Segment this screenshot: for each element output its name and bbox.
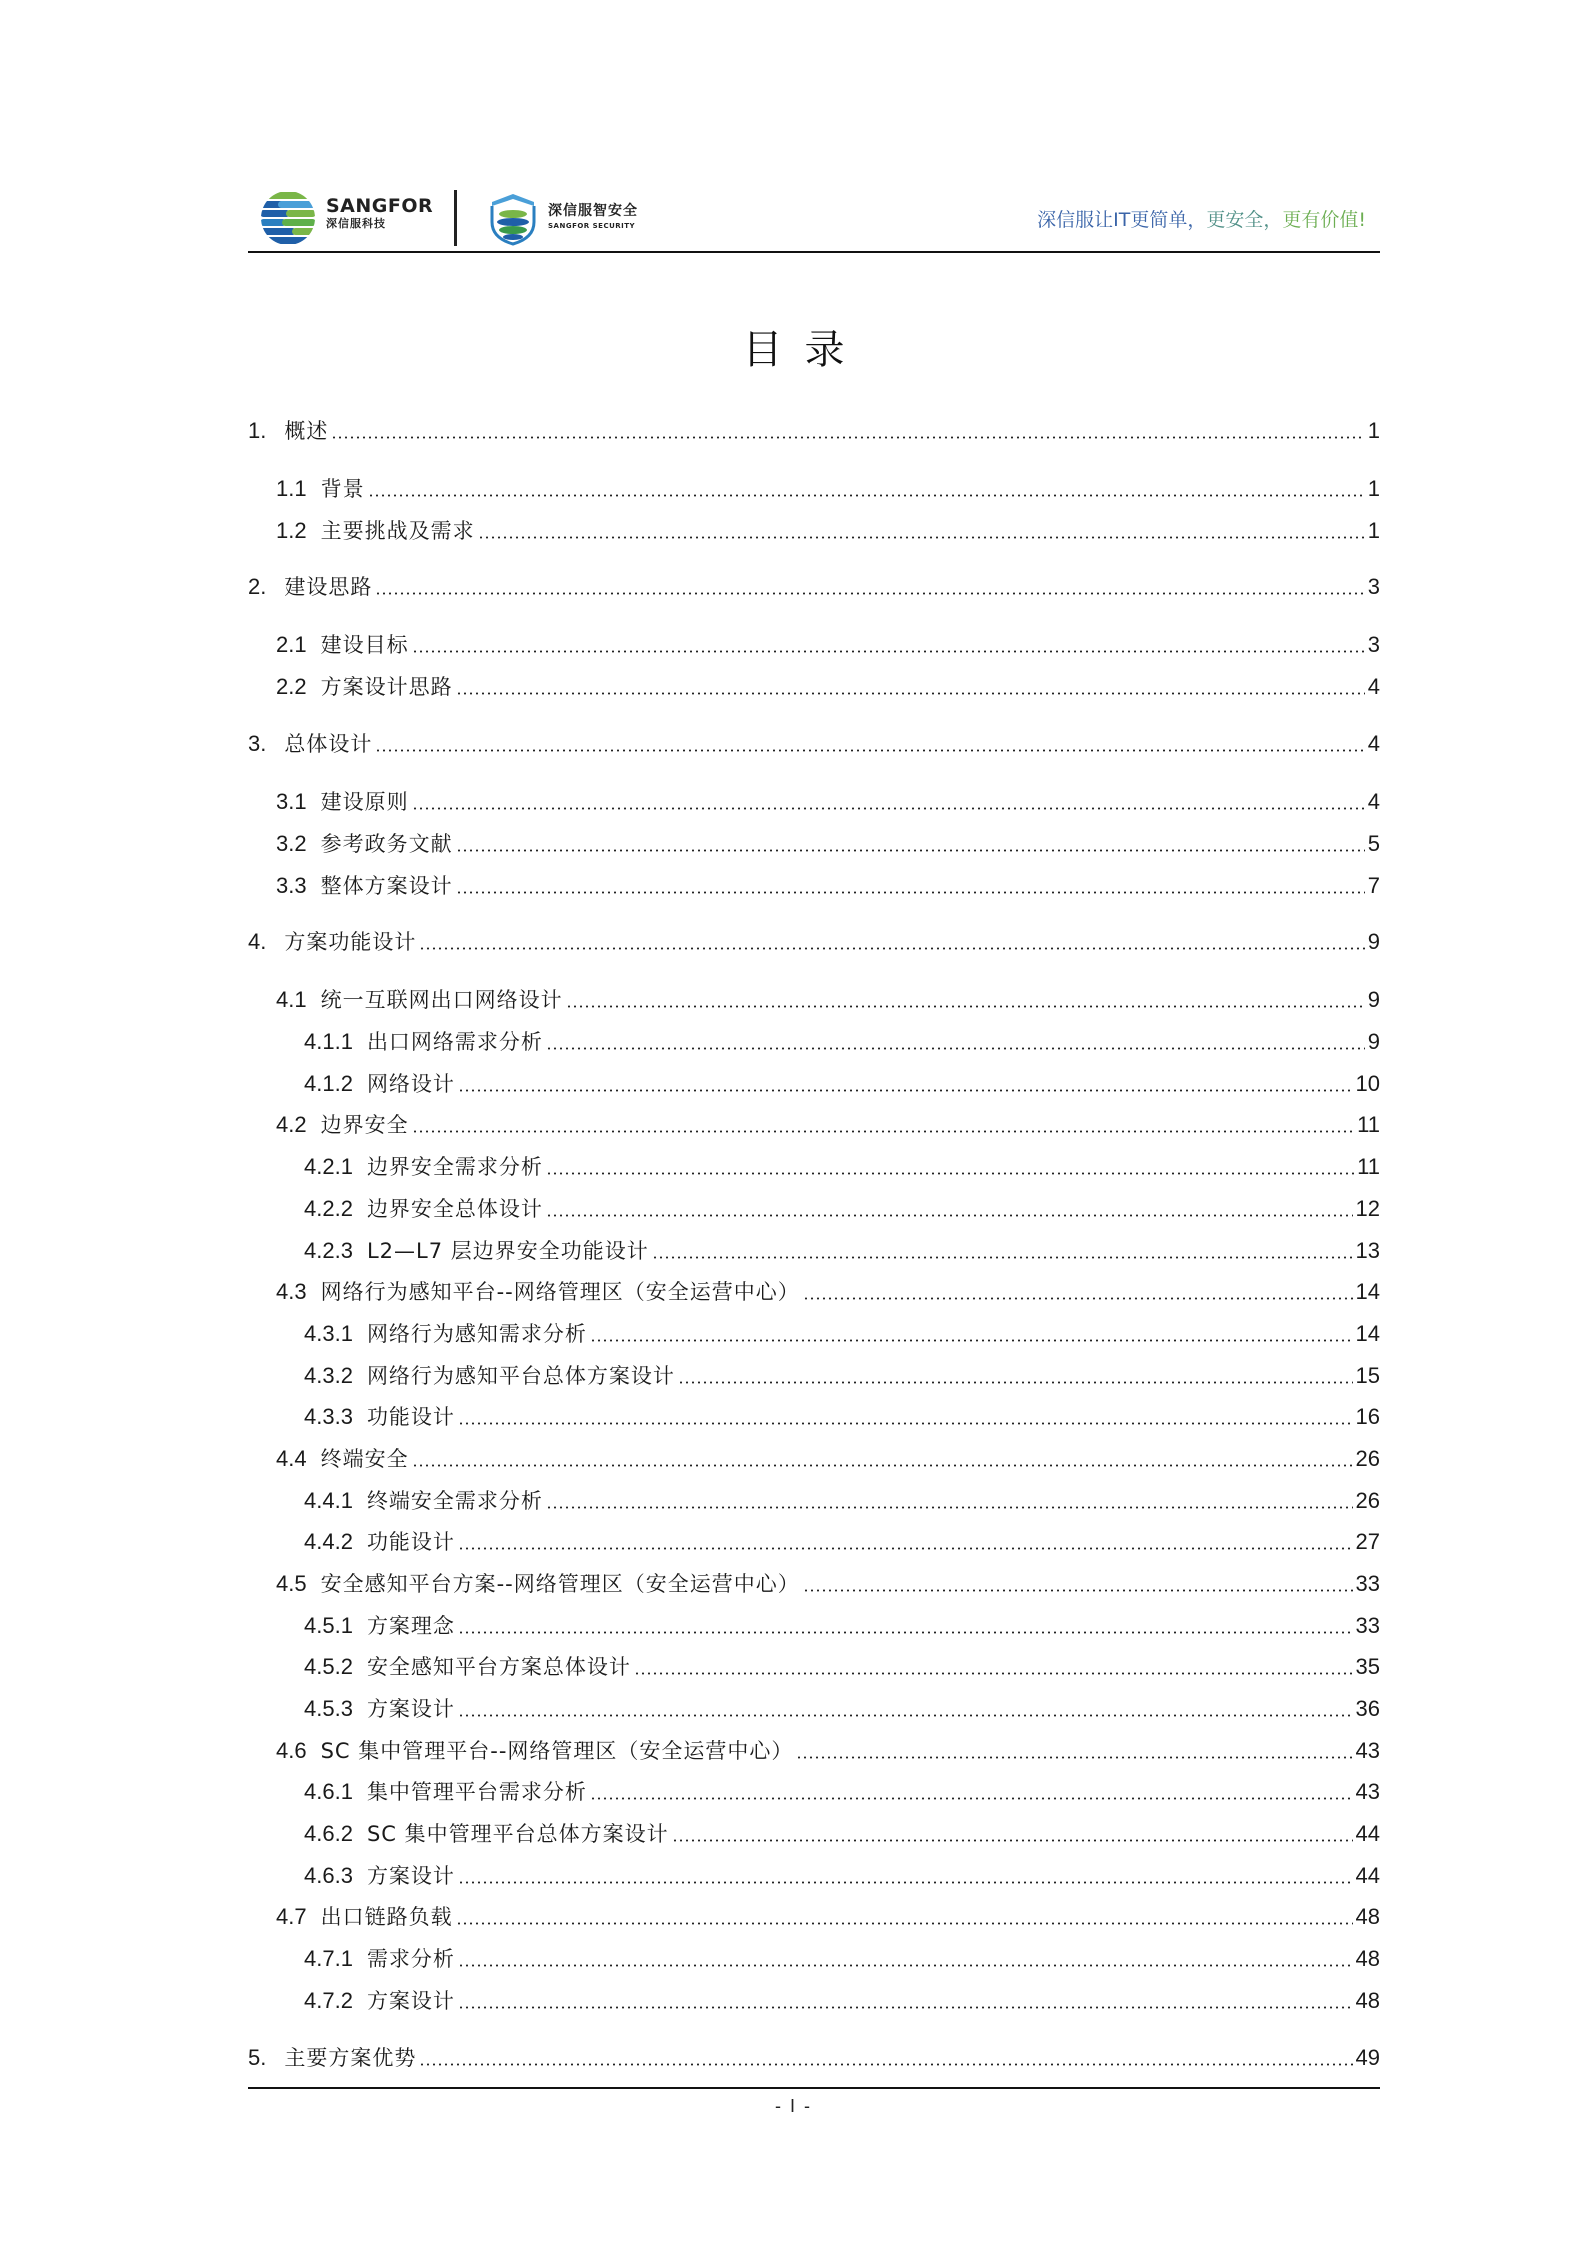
toc-dot-leader	[458, 1714, 1353, 1717]
toc-entry[interactable]	[248, 1357, 1380, 1391]
toc-entry-title: 方案设计	[366, 1697, 455, 1721]
toc-dot-leader	[458, 1547, 1353, 1550]
toc-entry-page: 44	[1355, 1863, 1380, 1888]
toc-entry-page: 49	[1355, 2045, 1380, 2070]
toc-entry-title: 方案功能设计	[284, 930, 417, 954]
brand-name: SANGFOR	[326, 195, 434, 217]
toc-entry-title: 安全感知平台方案--网络管理区（安全运营中心）	[320, 1572, 800, 1596]
toc-entry-page: 43	[1355, 1779, 1380, 1804]
toc-entry-number: 4.5.2	[304, 1654, 353, 1679]
toc-dot-leader	[419, 2063, 1352, 2066]
toc-entry-title: SC 集中管理平台--网络管理区（安全运营中心）	[320, 1739, 794, 1763]
toc-dot-leader	[803, 1589, 1353, 1592]
company-slogan	[1037, 205, 1366, 235]
toc-dot-leader	[566, 1005, 1365, 1008]
toc-entry-title: 功能设计	[366, 1530, 455, 1554]
toc-entry-title: 功能设计	[366, 1405, 455, 1429]
toc-dot-leader	[546, 1047, 1365, 1050]
toc-entry-page: 4	[1367, 731, 1380, 756]
toc-dot-leader	[546, 1172, 1354, 1175]
toc-entry[interactable]	[248, 1773, 1380, 1807]
toc-entry-title: 整体方案设计	[320, 874, 453, 898]
toc-entry-title: 网络设计	[366, 1072, 455, 1096]
sangfor-wordmark	[326, 196, 433, 232]
toc-entry-number: 2.1	[276, 632, 307, 657]
toc-entry[interactable]	[248, 412, 1380, 446]
toc-entry[interactable]	[248, 626, 1380, 660]
slogan-part-3: 更有价值!	[1282, 209, 1366, 231]
toc-entry[interactable]	[248, 825, 1380, 859]
toc-entry-page: 10	[1355, 1071, 1380, 1096]
toc-entry[interactable]	[248, 1148, 1380, 1182]
toc-entry-page: 9	[1367, 987, 1380, 1012]
toc-entry-title: 边界安全需求分析	[366, 1155, 543, 1179]
toc-dot-leader	[478, 536, 1365, 539]
toc-entry-number: 4.7.1	[304, 1946, 353, 1971]
header-divider	[248, 251, 1380, 253]
toc-dot-leader	[375, 749, 1364, 752]
toc-entry-number: 1.1	[276, 476, 307, 501]
toc-entry[interactable]	[248, 470, 1380, 504]
toc-entry[interactable]	[248, 1315, 1380, 1349]
toc-entry[interactable]	[248, 867, 1380, 901]
toc-entry-title: 需求分析	[366, 1947, 455, 1971]
toc-entry[interactable]	[248, 923, 1380, 957]
toc-dot-leader	[634, 1672, 1353, 1675]
brand-subtitle: 深信服科技	[326, 217, 386, 230]
toc-entry-title: 边界安全	[320, 1113, 409, 1137]
page-title: 目录	[742, 327, 867, 373]
toc-entry-number: 4.2.3	[304, 1238, 353, 1263]
toc-entry[interactable]	[248, 2039, 1380, 2073]
toc-entry-page: 48	[1355, 1904, 1380, 1929]
toc-dot-leader	[456, 692, 1365, 695]
toc-entry-title: 总体设计	[284, 732, 373, 756]
toc-entry-page: 1	[1367, 518, 1380, 543]
toc-entry-title: 出口链路负载	[320, 1905, 453, 1929]
toc-entry-page: 44	[1355, 1821, 1380, 1846]
toc-entry[interactable]	[248, 1648, 1380, 1682]
toc-dot-leader	[412, 807, 1365, 810]
toc-dot-leader	[419, 947, 1364, 950]
toc-entry[interactable]	[248, 1898, 1380, 1932]
toc-entry-page: 48	[1355, 1988, 1380, 2013]
toc-entry[interactable]	[248, 1940, 1380, 1974]
toc-entry-number: 4.3	[276, 1279, 307, 1304]
toc-entry-title: 建设原则	[320, 790, 409, 814]
toc-entry-number: 4.5.1	[304, 1613, 353, 1638]
toc-entry-number: 4.7.2	[304, 1988, 353, 2013]
toc-dot-leader	[803, 1297, 1353, 1300]
toc-entry-number: 4.2.1	[304, 1154, 353, 1179]
toc-entry[interactable]	[248, 1815, 1380, 1849]
toc-dot-leader	[456, 891, 1365, 894]
toc-dot-leader	[412, 1130, 1355, 1133]
toc-entry-number: 4.4.2	[304, 1529, 353, 1554]
toc-entry-title: 终端安全	[320, 1447, 409, 1471]
toc-entry-page: 14	[1355, 1321, 1380, 1346]
toc-entry-page: 3	[1367, 574, 1380, 599]
toc-dot-leader	[368, 494, 1365, 497]
toc-dot-leader	[375, 592, 1364, 595]
toc-entry-page: 11	[1357, 1154, 1380, 1179]
toc-entry-title: 网络行为感知需求分析	[366, 1322, 587, 1346]
toc-entry-title: 方案设计	[366, 1989, 455, 2013]
toc-entry-title: 主要方案优势	[284, 2046, 417, 2070]
toc-entry-title: L2—L7 层边界安全功能设计	[366, 1239, 649, 1263]
toc-entry[interactable]	[248, 981, 1380, 1015]
security-wordmark	[548, 202, 638, 232]
sangfor-globe-logo-icon	[258, 188, 318, 248]
toc-entry-page: 7	[1367, 873, 1380, 898]
toc-entry-number: 4.6	[276, 1738, 307, 1763]
toc-entry-number: 4.3.3	[304, 1404, 353, 1429]
toc-dot-leader	[458, 1089, 1353, 1092]
toc-entry-title: 参考政务文献	[320, 832, 453, 856]
toc-entry-title: 概述	[284, 419, 329, 443]
toc-entry[interactable]	[248, 512, 1380, 546]
toc-entry-page: 9	[1367, 929, 1380, 954]
sangfor-security-shield-icon	[488, 192, 538, 246]
toc-entry[interactable]	[248, 568, 1380, 602]
toc-entry-title: 出口网络需求分析	[366, 1030, 543, 1054]
toc-entry-title: 网络行为感知平台--网络管理区（安全运营中心）	[320, 1280, 800, 1304]
toc-dot-leader	[796, 1756, 1352, 1759]
toc-entry-page: 43	[1355, 1738, 1380, 1763]
toc-entry-number: 4.6.2	[304, 1821, 353, 1846]
page-header	[248, 180, 1378, 250]
toc-entry-page: 12	[1355, 1196, 1380, 1221]
toc-entry-title: 方案理念	[366, 1614, 455, 1638]
toc-entry-page: 15	[1355, 1363, 1380, 1388]
toc-entry-page: 14	[1355, 1279, 1380, 1304]
toc-entry[interactable]	[248, 1106, 1380, 1140]
toc-entry-title: 主要挑战及需求	[320, 519, 475, 543]
page-number: - I -	[775, 2096, 812, 2116]
toc-entry-page: 9	[1367, 1029, 1380, 1054]
toc-dot-leader	[458, 1422, 1353, 1425]
toc-entry-number: 4.5	[276, 1571, 307, 1596]
toc-entry[interactable]	[248, 725, 1380, 759]
toc-entry[interactable]	[248, 1732, 1380, 1766]
toc-dot-leader	[546, 1506, 1353, 1509]
slogan-part-2: 更安全，	[1206, 209, 1283, 231]
toc-entry-number: 1.	[248, 418, 267, 443]
toc-entry-number: 3.3	[276, 873, 307, 898]
toc-entry-page: 4	[1367, 674, 1380, 699]
toc-entry[interactable]	[248, 1857, 1380, 1891]
toc-dot-leader	[412, 650, 1365, 653]
toc-dot-leader	[546, 1214, 1353, 1217]
toc-entry[interactable]	[248, 1565, 1380, 1599]
toc-entry-page: 33	[1355, 1613, 1380, 1638]
toc-entry-page: 35	[1355, 1654, 1380, 1679]
toc-entry-number: 4.7	[276, 1904, 307, 1929]
toc-entry-title: 方案设计	[366, 1864, 455, 1888]
toc-entry-number: 4.2	[276, 1112, 307, 1137]
toc-entry-page: 1	[1367, 418, 1380, 443]
toc-dot-leader	[458, 2006, 1353, 2009]
toc-entry-page: 27	[1355, 1529, 1380, 1554]
toc-entry[interactable]	[248, 1398, 1380, 1432]
toc-entry[interactable]	[248, 1982, 1380, 2016]
toc-dot-leader	[456, 1922, 1353, 1925]
toc-entry-title: 背景	[320, 477, 365, 501]
toc-entry-page: 16	[1355, 1404, 1380, 1429]
toc-entry-title: 建设目标	[320, 633, 409, 657]
toc-dot-leader	[458, 1964, 1353, 1967]
toc-entry-number: 4.6.1	[304, 1779, 353, 1804]
toc-entry-number: 2.	[248, 574, 267, 599]
toc-entry-page: 36	[1355, 1696, 1380, 1721]
toc-entry-number: 4.	[248, 929, 267, 954]
toc-entry-page: 11	[1357, 1112, 1380, 1137]
toc-dot-leader	[412, 1464, 1353, 1467]
toc-entry-number: 3.	[248, 731, 267, 756]
toc-entry-page: 1	[1367, 476, 1380, 501]
toc-entry-page: 4	[1367, 789, 1380, 814]
toc-entry-number: 4.1.1	[304, 1029, 353, 1054]
toc-entry[interactable]	[248, 783, 1380, 817]
toc-entry-number: 4.3.2	[304, 1363, 353, 1388]
logo-divider	[454, 190, 457, 246]
toc-entry-title: 建设思路	[284, 575, 373, 599]
toc-entry-number: 3.1	[276, 789, 307, 814]
toc-dot-leader	[458, 1631, 1353, 1634]
toc-entry-number: 4.4.1	[304, 1488, 353, 1513]
toc-entry-number: 4.3.1	[304, 1321, 353, 1346]
toc-entry-page: 33	[1355, 1571, 1380, 1596]
security-name-en: SANGFOR SECURITY	[548, 222, 636, 230]
toc-entry-title: 安全感知平台方案总体设计	[366, 1655, 631, 1679]
toc-entry-page: 3	[1367, 632, 1380, 657]
toc-entry-number: 4.2.2	[304, 1196, 353, 1221]
toc-entry[interactable]	[248, 1523, 1380, 1557]
toc-entry-number: 4.1.2	[304, 1071, 353, 1096]
toc-entry-number: 5.	[248, 2045, 267, 2070]
toc-entry-page: 48	[1355, 1946, 1380, 1971]
toc-entry[interactable]	[248, 1690, 1380, 1724]
toc-entry[interactable]	[248, 1232, 1380, 1266]
toc-dot-leader	[590, 1797, 1353, 1800]
toc-entry[interactable]	[248, 1440, 1380, 1474]
toc-entry-title: 网络行为感知平台总体方案设计	[366, 1364, 675, 1388]
toc-dot-leader	[678, 1381, 1353, 1384]
toc-entry-number: 1.2	[276, 518, 307, 543]
toc-entry-number: 2.2	[276, 674, 307, 699]
security-name-cn: 深信服智安全	[548, 203, 638, 219]
toc-entry-page: 26	[1355, 1446, 1380, 1471]
toc-entry-title: 边界安全总体设计	[366, 1197, 543, 1221]
toc-entry-title: 集中管理平台需求分析	[366, 1780, 587, 1804]
toc-dot-leader	[331, 436, 1364, 439]
toc-entry[interactable]	[248, 1190, 1380, 1224]
toc-entry-page: 26	[1355, 1488, 1380, 1513]
toc-entry-number: 4.6.3	[304, 1863, 353, 1888]
toc-entry-title: 终端安全需求分析	[366, 1489, 543, 1513]
toc-entry[interactable]	[248, 1065, 1380, 1099]
toc-entry-page: 5	[1367, 831, 1380, 856]
toc-entry[interactable]	[248, 1607, 1380, 1641]
toc-entry[interactable]	[248, 1273, 1380, 1307]
toc-dot-leader	[456, 849, 1365, 852]
toc-entry[interactable]	[248, 1023, 1380, 1057]
toc-dot-leader	[652, 1256, 1353, 1259]
toc-entry-number: 4.1	[276, 987, 307, 1012]
slogan-part-1: 深信服让IT更简单，	[1037, 209, 1207, 231]
footer-divider	[248, 2087, 1380, 2089]
toc-entry[interactable]	[248, 1482, 1380, 1516]
toc-entry-title: SC 集中管理平台总体方案设计	[366, 1822, 669, 1846]
toc-entry-number: 4.5.3	[304, 1696, 353, 1721]
toc-dot-leader	[672, 1839, 1353, 1842]
toc-entry[interactable]	[248, 668, 1380, 702]
toc-dot-leader	[458, 1881, 1353, 1884]
toc-entry-title: 方案设计思路	[320, 675, 453, 699]
toc-dot-leader	[590, 1339, 1353, 1342]
toc-entry-number: 4.4	[276, 1446, 307, 1471]
toc-entry-number: 3.2	[276, 831, 307, 856]
toc-entry-title: 统一互联网出口网络设计	[320, 988, 563, 1012]
toc-entry-page: 13	[1355, 1238, 1380, 1263]
